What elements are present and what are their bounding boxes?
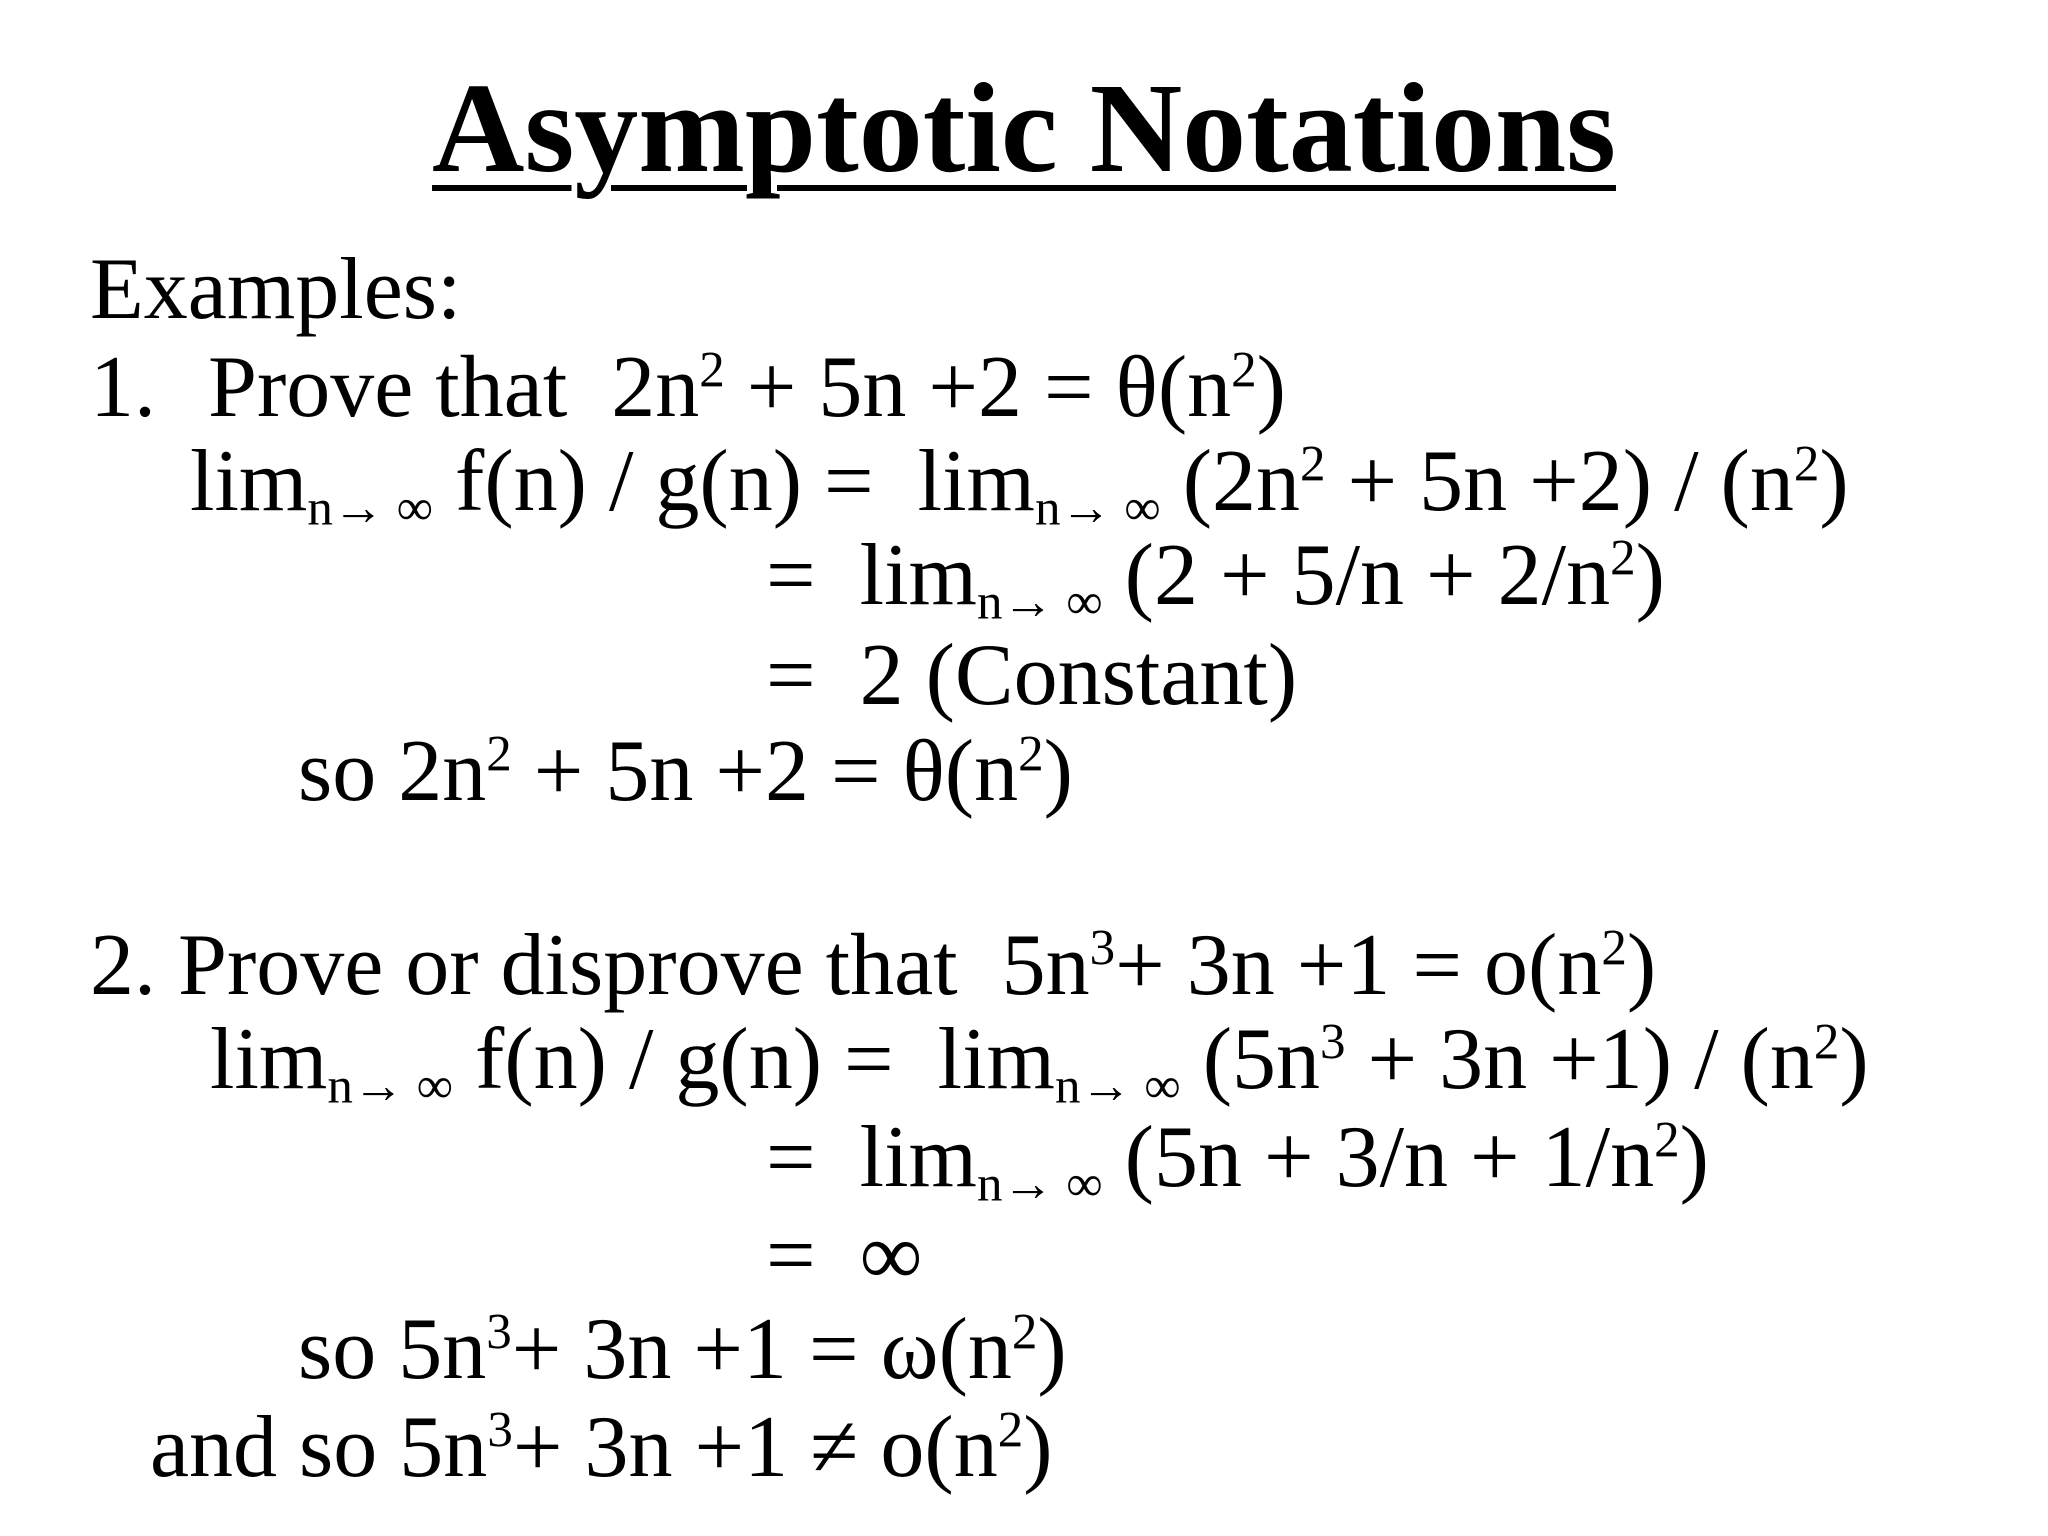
example-1-conclusion: so $2n^2 + 5n +2 = \theta(n^2)$ (298, 723, 1073, 820)
example-1-limit-result: = 2 (Constant) (766, 627, 1298, 724)
example-1-number: 1. (90, 339, 156, 436)
example-2-conclusion-not-little-o: and so $5n^3+ 3n +1 \ne o(n^2)$ (150, 1399, 1053, 1496)
example-2-statement: 2. Prove or disprove that $5n^3+ 3n +1 = o(n^2)$ (90, 917, 1657, 1014)
example-1-limit-line-2: = $\lim_{n\to \infty} (2 + 5/n + 2/n^2)$ (766, 527, 1665, 631)
example-1-statement: 1. Prove that $2n^2 + 5n +2 = \theta(n^2)$ (90, 339, 1286, 436)
example-2-conclusion-omega: so $5n^3+ 3n +1 = \omega(n^2)$ (298, 1301, 1067, 1398)
example-2-limit-result: = ∞ (766, 1207, 923, 1304)
example-2-limit-line-1: $\lim_{n\to \infty} f(n) / g(n) = \lim_{n\to \infty} (5n^3 + 3n +1) / (n^2)$ (210, 1011, 1869, 1115)
slide-title (0, 48, 2048, 208)
example-2-limit-line-2: = $\lim_{n\to \infty} (5n + 3/n + 1/n^2)$ (766, 1109, 1709, 1213)
examples-label: Examples: (90, 241, 462, 338)
example-1-limit-line-1: $\lim_{n\to \infty} f(n) / g(n) = \lim_{n\to \infty} (2n^2 + 5n +2) / (n^2)$ (190, 433, 1849, 537)
slide-title-text: Asymptotic Notations (432, 57, 1616, 199)
